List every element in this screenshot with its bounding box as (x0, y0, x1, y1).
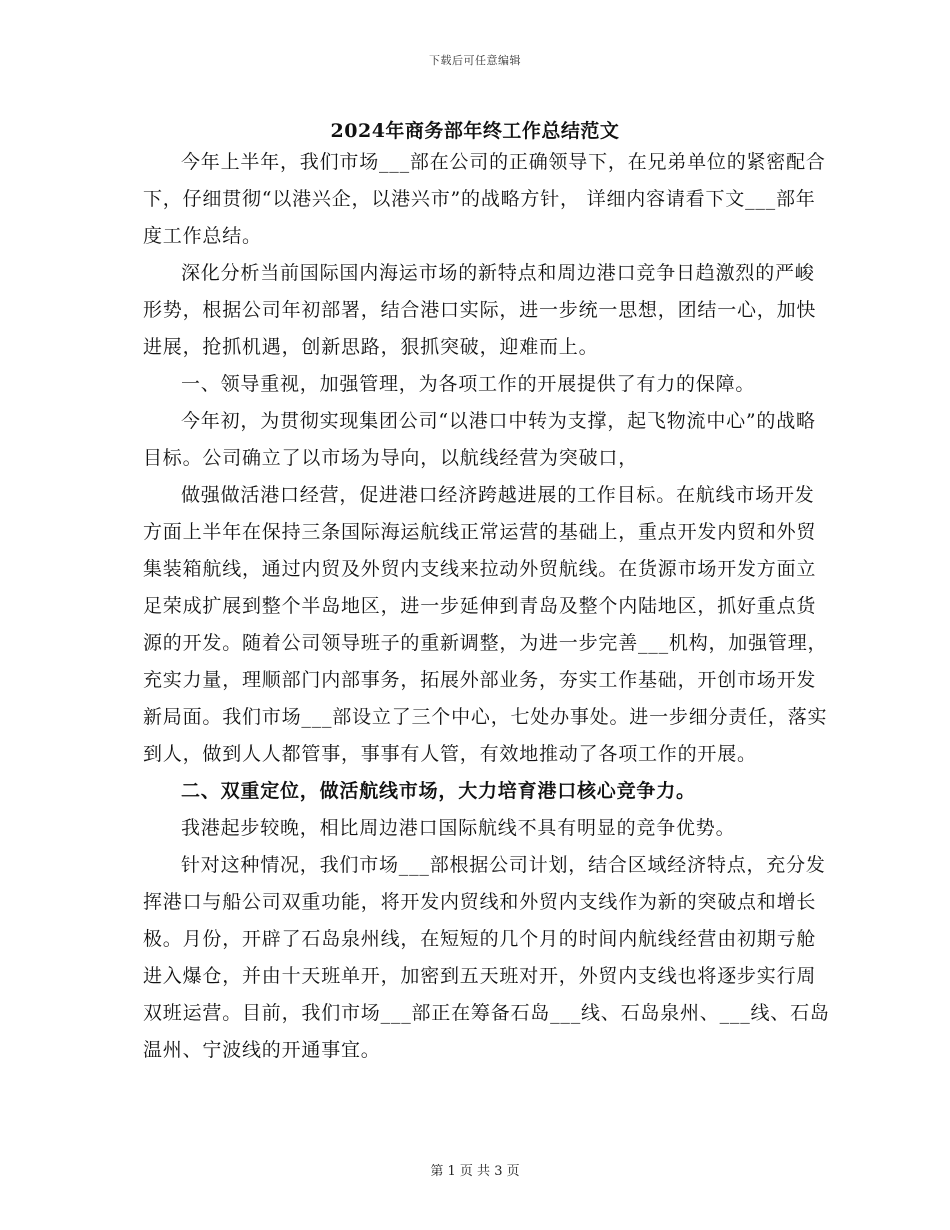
page-number: 第 1 页 共 3 页 (430, 1164, 520, 1179)
page-header-note: 下载后可任意编辑 (429, 54, 521, 67)
document-body (143, 144, 833, 1069)
paragraph-analysis: 深化分析当前国际国内海运市场的新特点和周边港口竞争日趋激烈的严峻形势，根据公司年初部署，结合港口实际，进一步统一思想，团结一心，加快进展，抢抓机遇，创新思路，狠抓突破，迎难而上。 (143, 262, 817, 358)
paragraph-routes: 针对这种情况，我们市场___部根据公司计划，结合区域经济特点，充分发挥港口与船公司双重功能，将开发内贸线和外贸内支线作为新的突破点和增长极。月份，开辟了石岛泉州线，在短短的几个月的时间内航线经营由初期亏舱进入爆仓，并由十天班单开，加密到五天班对开，外贸内支线也将逐步实行周双班运营。目前，我们市场___部正在筹备石岛___线、石岛泉州、___线、石岛温州、宁波线的开通事宜。 (143, 854, 830, 1061)
document-title: 2024年商务部年终工作总结范文 (330, 120, 620, 142)
paragraph-background: 我港起步较晚，相比周边港口国际航线不具有明显的竞争优势。 (181, 817, 736, 839)
paragraph-intro: 今年上半年，我们市场___部在公司的正确领导下，在兄弟单位的紧密配合下，仔细贯彻“以港兴企，以港兴市”的战略方针， 详细内容请看下文___部年度工作总结。 (143, 151, 826, 247)
paragraph-goal: 今年初，为贯彻实现集团公司“以港口中转为支撑，起飞物流中心”的战略目标。公司确立了以市场为导向，以航线经营为突破口， (143, 410, 816, 469)
paragraph-development: 做强做活港口经营，促进港口经济跨越进展的工作目标。在航线市场开发方面上半年在保持三条国际海运航线正常运营的基础上，重点开发内贸和外贸集装箱航线，通过内贸及外贸内支线来拉动外贸航线。在货源市场开发方面立足荣成扩展到整个半岛地区，进一步延伸到青岛及整个内陆地区，抓好重点货源的开发。随着公司领导班子的重新调整，为进一步完善___机构，加强管理，充实力量，理顺部门内部事务，拓展外部业务，夯实工作基础，开创市场开发新局面。我们市场___部设立了三个中心，七处办事处。进一步细分责任，落实到人，做到人人都管事，事事有人管，有效地推动了各项工作的开展。 (143, 484, 828, 765)
section-heading-2: 二、双重定位，做活航线市场，大力培育港口核心竞争力。 (181, 780, 696, 802)
section-heading-1: 一、领导重视，加强管理，为各项工作的开展提供了有力的保障。 (181, 373, 756, 395)
